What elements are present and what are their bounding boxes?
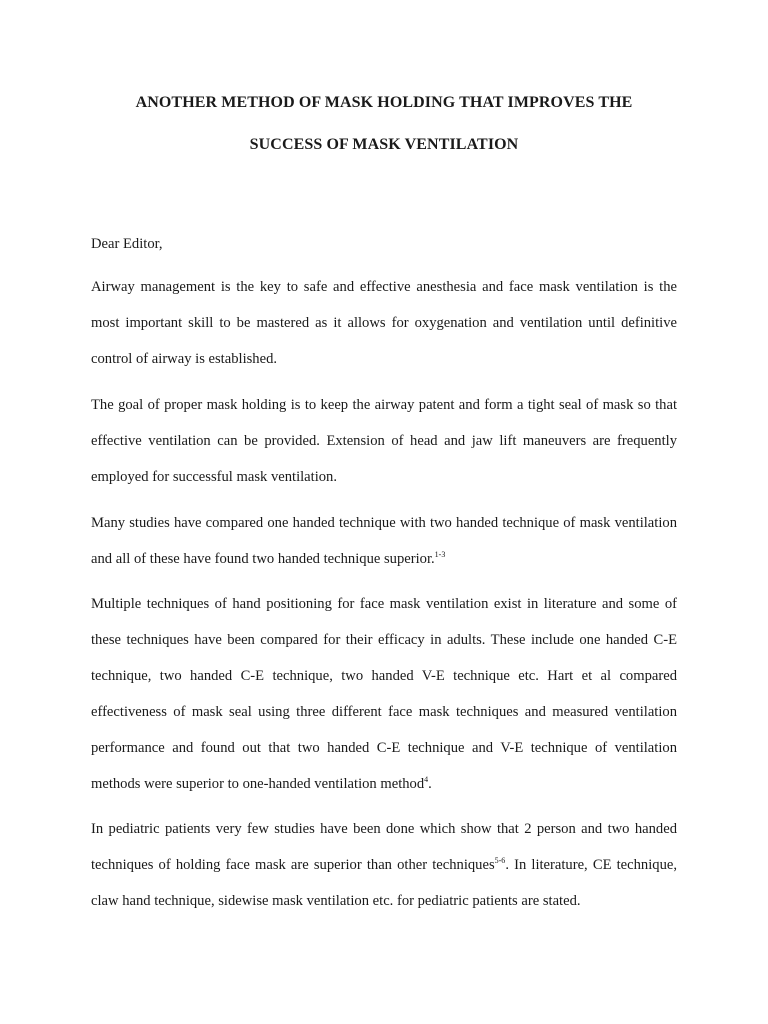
paragraph-5-body-b: . In literature, CE technique, claw hand technique, sidewise mask ventilation etc. for pediatric patients are stated. <box>91 857 677 909</box>
paragraph-5-text <box>91 811 677 919</box>
paragraph-5-body-a: In pediatric patients very few studies have been done which show that 2 person and two handed techniques of holding face mask are superior than other techniques <box>91 821 677 873</box>
paragraph-3-body: Many studies have compared one handed technique with two handed technique of mask ventilation and all of these have found two handed technique superior. <box>91 515 677 567</box>
citation-1-3: 1-3 <box>434 550 446 560</box>
paragraph-4-tail: . <box>428 776 432 792</box>
title-line-2: SUCCESS OF MASK VENTILATION <box>249 136 519 153</box>
paragraph-4 <box>91 586 677 802</box>
paragraph-2 <box>91 387 677 495</box>
paragraph-1 <box>91 269 677 377</box>
citation-5-6: 5-6 <box>494 856 506 866</box>
title-line-1: ANOTHER METHOD OF MASK HOLDING THAT IMPROVES THE <box>135 94 633 111</box>
paragraph-1-text: Airway management is the key to safe and effective anesthesia and face mask ventilation is the most important skill to be mastered as it allows for oxygenation and ventilation until definitive control of airway is established. <box>91 279 677 367</box>
salutation-text: Dear Editor, <box>91 236 163 252</box>
paragraph-2-text: The goal of proper mask holding is to keep the airway patent and form a tight seal of mask so that effective ventilation can be provided. Extension of head and jaw lift maneuvers are frequently employed for successful mask ventilation. <box>91 397 677 485</box>
paragraph-4-text <box>91 586 677 802</box>
paragraph-3 <box>91 505 677 577</box>
citation-4: 4 <box>424 775 429 785</box>
paragraph-3-text <box>91 505 677 577</box>
paragraph-5 <box>91 811 677 919</box>
paragraph-4-body: Multiple techniques of hand positioning for face mask ventilation exist in literature and some of these techniques have been compared for their efficacy in adults. These include one handed C-E technique, two handed C-E technique, two handed V-E technique etc. Hart et al compared effectiveness of mask seal using three different face mask techniques and measured ventilation performance and found out that two handed C-E technique and V-E technique of ventilation methods were superior to one-handed ventilation method <box>91 596 677 792</box>
salutation <box>91 226 677 262</box>
